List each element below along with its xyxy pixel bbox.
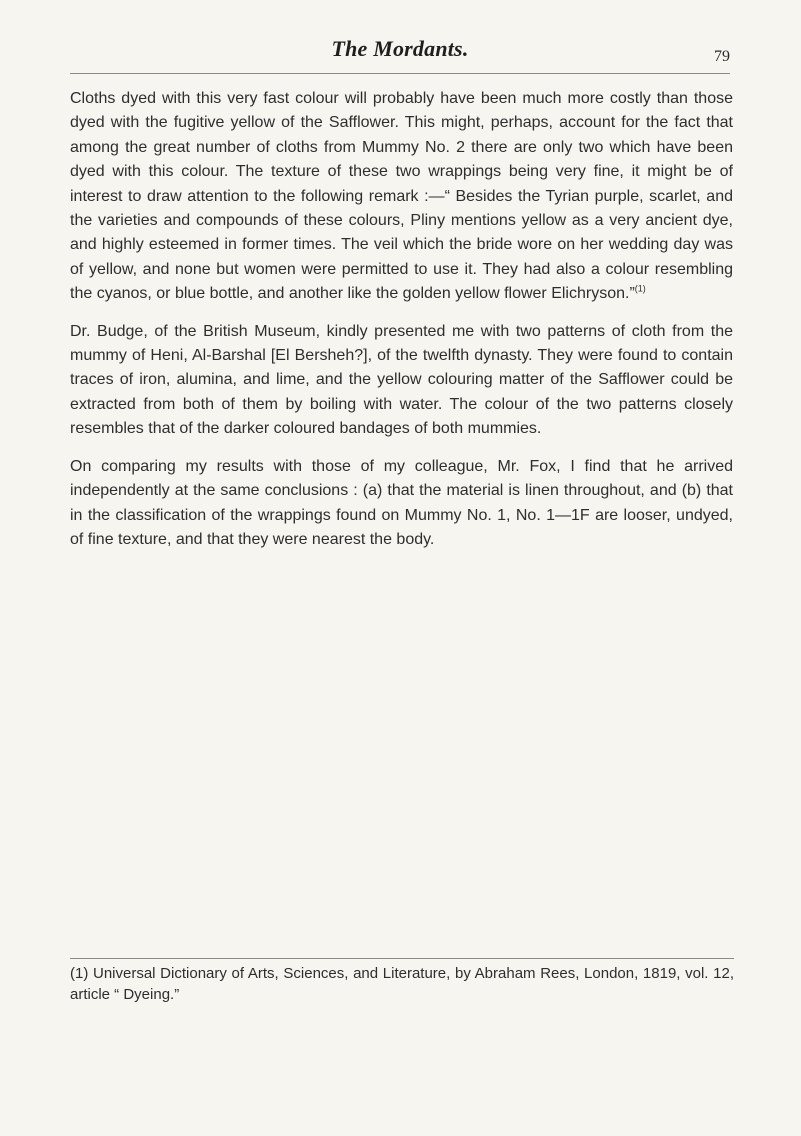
paragraph-2-text: Dr. Budge, of the British Museum, kindly presented me with two patterns of cloth from the mummy of Heni, Al-Barshal [El Bersheh?], of the twelfth dynasty. They were found to contain traces of iron, alumina, and lime, and the yellow colouring matter of the Safflower could be extracted from both of them by boiling with water. The colour of the two patterns closely resembles that of the darker coloured bandages of both mummies. — [70, 322, 733, 438]
footnote-reference: (1) — [634, 283, 646, 294]
footnote-rule — [70, 958, 734, 959]
paragraph-3-text: On comparing my results with those of my colleague, Mr. Fox, I find that he arrived independently at the same conclusions : (a) that the material is linen throughout, and (b) that in the classification of the wrappings found on Mummy No. 1, No. 1—1F are looser, undyed, of fine texture, and that they were nearest the body. — [70, 457, 733, 548]
paragraph-1-text: Cloths dyed with this very fast colour will probably have been much more costly than those dyed with the fugitive yellow of the Safflower. This might, perhaps, account for the fact that among the great number of cloths from Mummy No. 2 there are only two which have been dyed with this colour. The texture of these two wrappings being very fine, it might be of interest to draw attention to the following remark :—“ Besides the Tyrian purple, scarlet, and the varieties and compounds of these colours, Pliny mentions yellow as a very ancient dye, and highly esteemed in former times. The veil which the bride wore on her wedding day was of yellow, and none but women were permitted to use it. They had also a colour resembling the cyanos, or blue bottle, and another like the golden yellow flower Elichryson.” — [70, 90, 733, 303]
paragraph-2 — [70, 320, 733, 442]
paragraph-1 — [70, 87, 733, 307]
page-header — [70, 36, 730, 76]
running-title: The Mordants. — [331, 36, 469, 61]
header-rule — [70, 73, 730, 74]
footnote: (1) Universal Dictionary of Arts, Sciences, and Literature, by Abraham Rees, London, 1819, vol. 12, article “ Dyeing.” — [70, 965, 734, 1003]
paragraph-3 — [70, 455, 733, 553]
body-text — [70, 87, 733, 565]
page-number: 79 — [714, 48, 730, 65]
